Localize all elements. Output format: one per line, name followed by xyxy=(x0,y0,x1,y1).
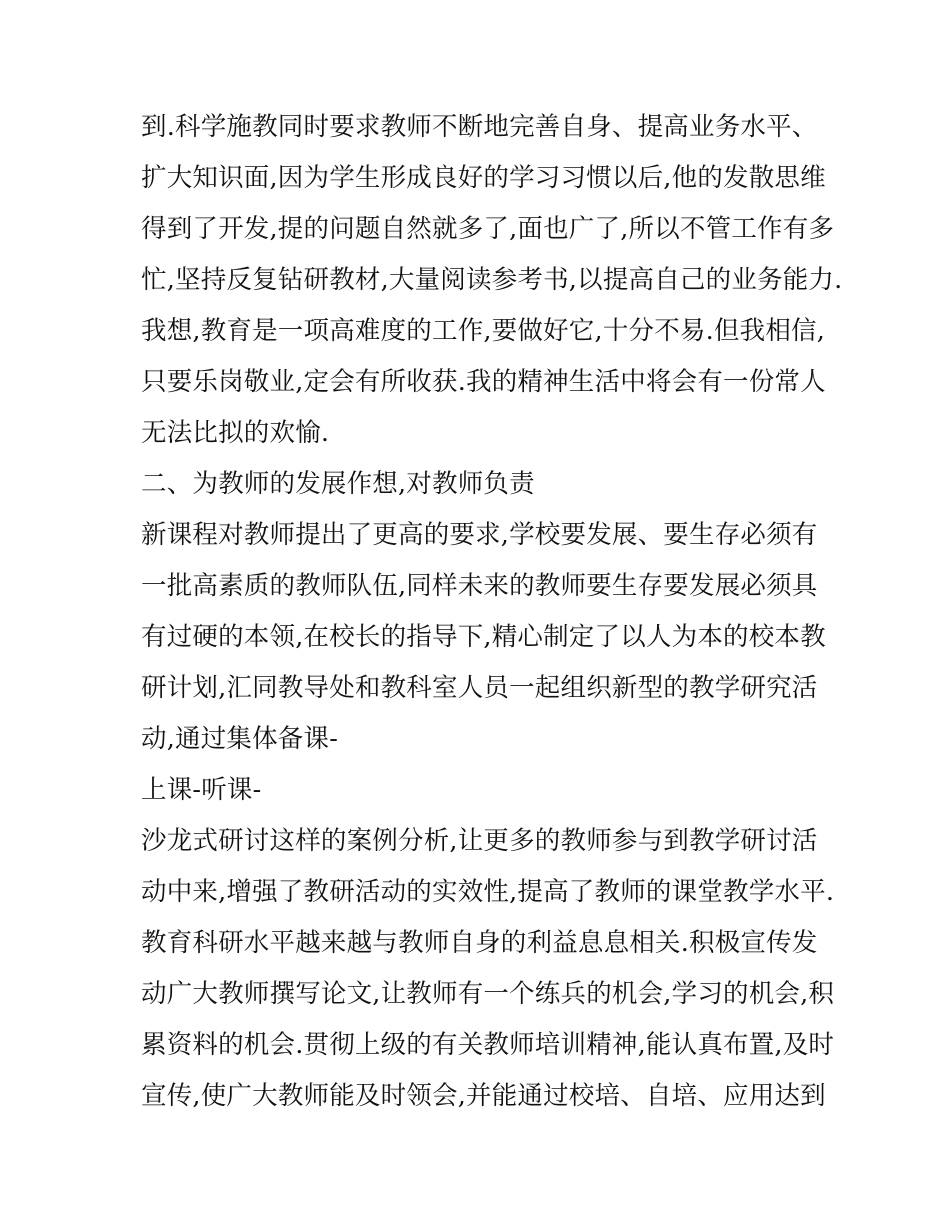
text-line: 上课-听课- xyxy=(141,775,262,805)
section-heading: 二、为教师的发展作想,对教师负责 xyxy=(141,469,535,499)
text-line: 沙龙式研讨这样的案例分析,让更多的教师参与到教学研讨活 xyxy=(141,826,818,856)
text-line: 宣传,使广大教师能及时领会,并能通过校培、自培、应用达到 xyxy=(141,1081,826,1111)
text-line: 一批高素质的教师队伍,同样未来的教师要生存要发展必须具 xyxy=(141,571,818,601)
text-line: 忙,坚持反复钻研教材,大量阅读参考书,以提高自己的业务能力. xyxy=(141,265,843,295)
body-text xyxy=(141,102,843,1122)
text-line: 有过硬的本领,在校长的指导下,精心制定了以人为本的校本教 xyxy=(141,622,826,652)
text-line: 扩大知识面,因为学生形成良好的学习习惯以后,他的发散思维 xyxy=(141,163,826,193)
text-line: 动,通过集体备课- xyxy=(141,724,339,754)
text-line: 累资料的机会.贯彻上级的有关教师培训精神,能认真布置,及时 xyxy=(141,1030,835,1060)
text-line: 只要乐岗敬业,定会有所收获.我的精神生活中将会有一份常人 xyxy=(141,367,826,397)
text-line: 到.科学施教同时要求教师不断地完善自身、提高业务水平、 xyxy=(141,112,818,142)
text-line: 研计划,汇同教导处和教科室人员一起组织新型的教学研究活 xyxy=(141,673,818,703)
text-line: 得到了开发,提的问题自然就多了,面也广了,所以不管工作有多 xyxy=(141,214,835,244)
text-line: 教育科研水平越来越与教师自身的利益息息相关.积极宣传发 xyxy=(141,928,818,958)
text-line: 动广大教师撰写论文,让教师有一个练兵的机会,学习的机会,积 xyxy=(141,979,835,1009)
text-line: 新课程对教师提出了更高的要求,学校要发展、要生存必须有 xyxy=(141,520,818,550)
text-line: 动中来,增强了教研活动的实效性,提高了教师的课堂教学水平. xyxy=(141,877,835,907)
text-line: 我想,教育是一项高难度的工作,要做好它,十分不易.但我相信, xyxy=(141,316,826,346)
text-line: 无法比拟的欢愉. xyxy=(141,418,330,448)
